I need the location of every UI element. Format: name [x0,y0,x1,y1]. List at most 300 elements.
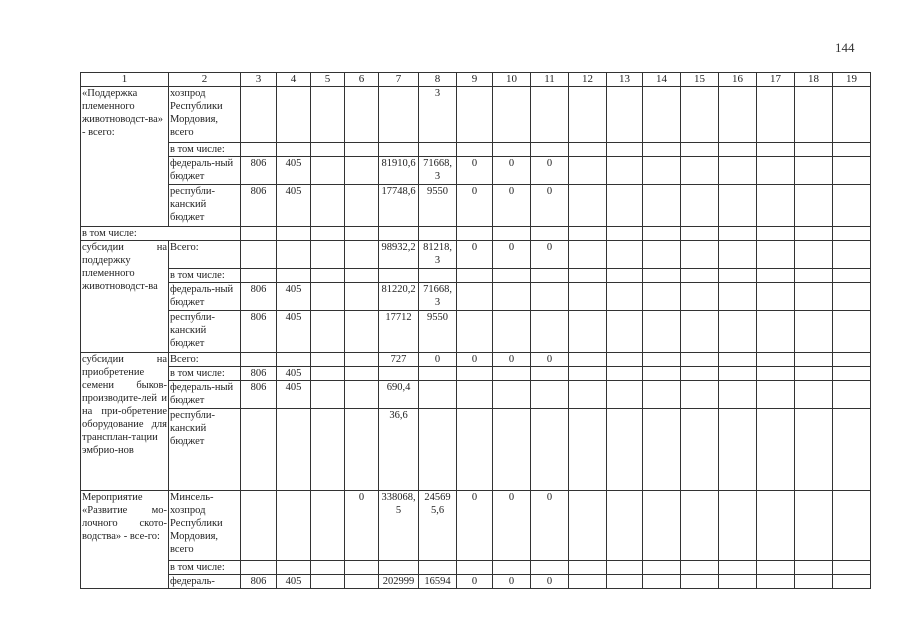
empty-cell [643,381,681,409]
empty-cell [719,157,757,185]
code-cell: 806 [241,367,277,381]
empty-cell [757,185,795,227]
value-cell: 36,6 [379,409,419,491]
empty-cell [795,491,833,561]
value-cell [531,311,569,353]
value-cell [493,311,531,353]
empty-cell [719,185,757,227]
empty-cell [569,353,607,367]
value-cell [457,409,493,491]
empty-cell [757,157,795,185]
empty-cell [833,269,871,283]
funding-source-cell: республи-канский бюджет [169,185,241,227]
column-number-cell: 12 [569,73,607,87]
value-cell [457,381,493,409]
empty-cell [833,311,871,353]
empty-cell [643,575,681,589]
value-cell [419,561,457,575]
empty-cell [795,87,833,143]
empty-cell [795,311,833,353]
empty-cell [833,353,871,367]
measure-name-cell: субсидии на приобретение семени быков-производите-лей и на при-обретение оборудование для трансплан-тации эмбрио-нов [81,353,169,491]
empty-cell [719,353,757,367]
empty-cell [569,283,607,311]
table-row [81,227,871,241]
column-number-cell: 9 [457,73,493,87]
empty-cell [833,283,871,311]
empty-cell [569,227,607,241]
code-cell [277,269,311,283]
code-cell: 405 [277,311,311,353]
code-cell: 806 [241,283,277,311]
value-cell [379,269,419,283]
code-cell [241,353,277,367]
empty-cell [795,575,833,589]
empty-cell [607,575,643,589]
value-cell [379,87,419,143]
empty-cell [681,157,719,185]
empty-cell [757,227,795,241]
empty-cell [795,367,833,381]
empty-cell [643,87,681,143]
funding-source-cell: федераль-ный бюджет [169,157,241,185]
code-cell: 405 [277,185,311,227]
value-cell [531,143,569,157]
code-cell [277,561,311,575]
empty-cell [795,241,833,269]
empty-cell [757,283,795,311]
empty-cell [311,561,345,575]
empty-cell [833,409,871,491]
table-row [81,575,871,589]
value-cell: 0 [457,575,493,589]
empty-cell [643,227,681,241]
code-cell [277,87,311,143]
empty-cell [569,311,607,353]
column-number-cell: 11 [531,73,569,87]
value-cell [493,367,531,381]
empty-cell [311,269,345,283]
funding-source-cell: республи-канский бюджет [169,409,241,491]
empty-cell [719,143,757,157]
value-cell [419,143,457,157]
value-cell: 81220,2 [379,283,419,311]
empty-cell [607,143,643,157]
empty-cell [757,491,795,561]
value-cell: 0 [493,575,531,589]
empty-cell [643,241,681,269]
code-cell [277,491,311,561]
table-row [81,241,871,269]
value-cell [457,561,493,575]
empty-cell [681,283,719,311]
value-cell [493,283,531,311]
empty-cell [607,311,643,353]
table-row [81,353,871,367]
empty-cell [757,143,795,157]
empty-cell [833,381,871,409]
value-cell [345,353,379,367]
value-cell [345,185,379,227]
code-cell: 405 [277,575,311,589]
empty-cell [569,269,607,283]
column-number-cell: 1 [81,73,169,87]
value-cell: 0 [457,353,493,367]
empty-cell [643,409,681,491]
measure-name-cell: субсидии на поддержку племенного животноводст-ва [81,241,169,353]
code-cell: 405 [277,381,311,409]
value-cell [345,561,379,575]
empty-cell [569,409,607,491]
empty-cell [569,87,607,143]
empty-cell [833,241,871,269]
value-cell [531,269,569,283]
column-number-cell: 8 [419,73,457,87]
table-row [81,157,871,185]
empty-cell [607,381,643,409]
value-cell: 0 [531,157,569,185]
value-cell: 0 [531,241,569,269]
empty-cell [311,241,345,269]
funding-source-cell: Минсель-хозпрод Республики Мордовия, всего [169,491,241,561]
empty-cell [311,409,345,491]
value-cell [493,409,531,491]
value-cell: 0 [457,491,493,561]
value-cell [419,367,457,381]
empty-cell [493,227,531,241]
empty-cell [643,157,681,185]
empty-cell [757,561,795,575]
value-cell [345,87,379,143]
funding-source-cell: федераль- [169,575,241,589]
value-cell [345,311,379,353]
empty-cell [681,269,719,283]
page-number: 144 [835,40,855,55]
empty-cell [719,283,757,311]
value-cell [379,367,419,381]
value-cell [457,283,493,311]
empty-cell [379,227,419,241]
empty-cell [607,227,643,241]
empty-cell [719,561,757,575]
empty-cell [643,353,681,367]
value-cell [531,561,569,575]
value-cell: 17712 [379,311,419,353]
value-cell [457,311,493,353]
table-row [81,367,871,381]
table-row [81,143,871,157]
empty-cell [607,409,643,491]
empty-cell [795,353,833,367]
column-number-cell: 5 [311,73,345,87]
value-cell: 0 [457,185,493,227]
funding-source-cell: в том числе: [169,269,241,283]
value-cell: 98932,2 [379,241,419,269]
value-cell [379,561,419,575]
empty-cell [681,561,719,575]
empty-cell [757,409,795,491]
empty-cell [757,311,795,353]
table-row [81,311,871,353]
code-cell [241,491,277,561]
empty-cell [833,87,871,143]
empty-cell [719,409,757,491]
value-cell: 727 [379,353,419,367]
code-cell [241,241,277,269]
value-cell [345,269,379,283]
value-cell: 202999 [379,575,419,589]
empty-cell [833,367,871,381]
empty-cell [795,381,833,409]
value-cell: 3 [419,87,457,143]
code-cell [241,409,277,491]
funding-source-cell: хозпрод Республики Мордовия, всего [169,87,241,143]
empty-cell [311,227,345,241]
empty-cell [681,311,719,353]
value-cell [345,409,379,491]
empty-cell [643,367,681,381]
empty-cell [757,241,795,269]
empty-cell [681,381,719,409]
value-cell: 71668, 3 [419,157,457,185]
budget-table [80,72,871,589]
empty-cell [833,185,871,227]
empty-cell [757,381,795,409]
column-number-cell: 18 [795,73,833,87]
value-cell [419,381,457,409]
column-number-cell: 6 [345,73,379,87]
empty-cell [241,227,277,241]
value-cell: 0 [531,575,569,589]
empty-cell [531,227,569,241]
code-cell [277,353,311,367]
value-cell: 0 [493,353,531,367]
empty-cell [719,381,757,409]
empty-cell [607,283,643,311]
empty-cell [569,381,607,409]
funding-source-cell: федераль-ный бюджет [169,283,241,311]
empty-cell [607,87,643,143]
table-body [81,73,871,589]
empty-cell [311,185,345,227]
empty-cell [719,491,757,561]
value-cell: 17748,6 [379,185,419,227]
value-cell: 0 [493,491,531,561]
value-cell [531,87,569,143]
empty-cell [795,269,833,283]
value-cell [531,283,569,311]
table-row [81,381,871,409]
empty-cell [795,561,833,575]
value-cell: 0 [531,353,569,367]
empty-cell [833,575,871,589]
value-cell: 0 [493,157,531,185]
value-cell [345,575,379,589]
value-cell [531,409,569,491]
value-cell [493,381,531,409]
empty-cell [681,185,719,227]
table-row [81,87,871,143]
value-cell: 0 [345,491,379,561]
table-row [81,283,871,311]
value-cell [457,143,493,157]
column-number-cell: 4 [277,73,311,87]
column-number-cell: 10 [493,73,531,87]
value-cell: 81910,6 [379,157,419,185]
empty-cell [795,283,833,311]
funding-source-cell: республи-канский бюджет [169,311,241,353]
code-cell [241,143,277,157]
empty-cell [311,575,345,589]
code-cell: 405 [277,157,311,185]
empty-cell [719,227,757,241]
measure-name-cell: Мероприятие «Развитие мо-лочного ското-водства» - все-го: [81,491,169,589]
value-cell [379,143,419,157]
value-cell [493,269,531,283]
empty-cell [719,87,757,143]
empty-cell [757,353,795,367]
value-cell [457,269,493,283]
empty-cell [795,409,833,491]
funding-source-cell: в том числе: [169,561,241,575]
value-cell: 16594 [419,575,457,589]
empty-cell [311,491,345,561]
value-cell [457,87,493,143]
column-number-cell: 19 [833,73,871,87]
empty-cell [681,227,719,241]
empty-cell [681,87,719,143]
empty-cell [643,311,681,353]
empty-cell [833,227,871,241]
empty-cell [569,367,607,381]
value-cell: 0 [493,185,531,227]
section-label-cell: в том числе: [81,227,241,241]
empty-cell [833,561,871,575]
empty-cell [681,241,719,269]
value-cell: 81218, 3 [419,241,457,269]
code-cell: 405 [277,367,311,381]
code-cell [241,87,277,143]
column-number-cell: 3 [241,73,277,87]
empty-cell [643,185,681,227]
empty-cell [795,227,833,241]
code-cell: 405 [277,283,311,311]
code-cell [241,561,277,575]
code-cell: 806 [241,311,277,353]
empty-cell [643,283,681,311]
value-cell [345,143,379,157]
empty-cell [277,227,311,241]
empty-cell [833,491,871,561]
value-cell [345,283,379,311]
empty-cell [643,143,681,157]
table-row [81,269,871,283]
empty-cell [311,381,345,409]
empty-cell [569,185,607,227]
empty-cell [681,491,719,561]
empty-cell [681,409,719,491]
empty-cell [311,311,345,353]
empty-cell [681,575,719,589]
value-cell: 0 [457,157,493,185]
empty-cell [643,269,681,283]
code-cell: 806 [241,575,277,589]
column-number-cell: 17 [757,73,795,87]
empty-cell [419,227,457,241]
funding-source-cell: в том числе: [169,143,241,157]
empty-cell [607,185,643,227]
empty-cell [719,575,757,589]
column-number-cell: 7 [379,73,419,87]
empty-cell [569,561,607,575]
funding-source-cell: Всего: [169,353,241,367]
code-cell [277,241,311,269]
table-row [81,185,871,227]
empty-cell [569,143,607,157]
column-number-cell: 2 [169,73,241,87]
empty-cell [681,353,719,367]
value-cell [345,157,379,185]
empty-cell [607,491,643,561]
empty-cell [311,87,345,143]
empty-cell [457,227,493,241]
value-cell [419,409,457,491]
empty-cell [311,157,345,185]
value-cell [531,381,569,409]
code-cell: 806 [241,381,277,409]
empty-cell [569,575,607,589]
empty-cell [311,353,345,367]
empty-cell [311,283,345,311]
value-cell: 0 [493,241,531,269]
table-row [81,491,871,561]
funding-source-cell: в том числе: [169,367,241,381]
measure-name-cell: «Поддержка племенного животноводст-ва» - всего: [81,87,169,227]
value-cell [345,241,379,269]
value-cell: 0 [419,353,457,367]
code-cell [277,143,311,157]
table-row [81,561,871,575]
empty-cell [681,367,719,381]
empty-cell [719,367,757,381]
empty-cell [607,241,643,269]
empty-cell [607,157,643,185]
empty-cell [643,561,681,575]
empty-cell [757,367,795,381]
empty-cell [345,227,379,241]
code-cell [277,409,311,491]
value-cell [419,269,457,283]
value-cell: 0 [531,491,569,561]
empty-cell [719,269,757,283]
empty-cell [795,185,833,227]
empty-cell [643,491,681,561]
value-cell [493,143,531,157]
value-cell [493,561,531,575]
empty-cell [757,87,795,143]
value-cell [531,367,569,381]
code-cell: 806 [241,185,277,227]
empty-cell [569,157,607,185]
value-cell: 0 [531,185,569,227]
empty-cell [795,157,833,185]
empty-cell [795,143,833,157]
empty-cell [719,311,757,353]
value-cell: 9550 [419,185,457,227]
table-row [81,409,871,491]
value-cell [493,87,531,143]
empty-cell [569,491,607,561]
